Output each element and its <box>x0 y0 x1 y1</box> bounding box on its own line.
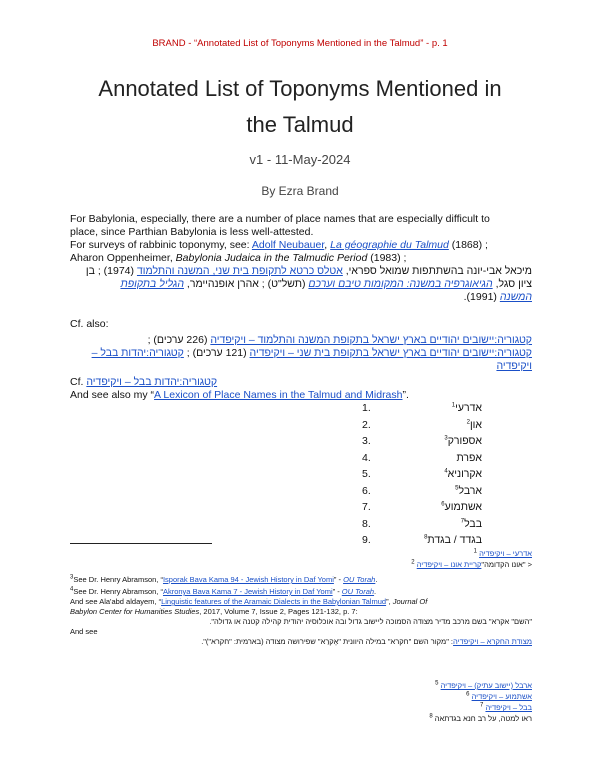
cf-label: Cf. also: <box>70 318 109 330</box>
footnote-3-link[interactable]: Isporak Bava Kama 94 - Jewish History in Daf Yomi <box>162 575 334 584</box>
footnote-3: $^3$See Dr. Henry Abramson, “Isporak Bava Kama 94 - Jewish History in Daf Yomi” - OU Torah. <box>70 574 378 584</box>
footnote-4-hakra: מצודת החקרא – ויקיפדיה: "מקור השם "חקרא" במילה היוונית "אָקרַא" שפירושה מצודה (בארמית: "חקרא")". <box>201 637 532 646</box>
intro-paragraph <box>70 213 532 304</box>
category-babylonian-jewry-link-cont[interactable]: ויקיפדיה <box>496 360 532 372</box>
list-item: אספורק$^3$ 3. <box>362 435 482 447</box>
page-title <box>60 71 540 143</box>
running-head: BRAND - “Annotated List of Toponyms Mentioned in the Talmud” - p. 1 <box>152 38 448 49</box>
segal-geography-link[interactable]: הגיאוגרפיה במשנה: המקומות טיבם וערכם <box>308 278 493 290</box>
cf-line-3 <box>70 360 532 373</box>
footnote-2: < "אונו הקדומה"קריית אונו – ויקיפדיה $^2$ <box>411 559 532 569</box>
footnote-4-source-link[interactable]: OU Torah <box>341 587 375 596</box>
hebrew-survey-line-2: ציון סגל, הגיאוגרפיה במשנה: המקומות טיבם וערכם (תשל"ט) ; אהרן אופנהיימר, הגליל בתקופת <box>120 278 532 290</box>
title-line-2: the Talmud <box>246 112 354 137</box>
category-mishnah-talmud-link[interactable]: קטגוריה:יישובים יהודיים בארץ ישראל בתקופת המשנה והתלמוד – ויקיפדיה <box>210 334 532 346</box>
footnote-4: $^4$See Dr. Henry Abramson, “Akronya Bava Kama 7 - Jewish History in Daf Yomi” - OU Torah. <box>70 586 377 596</box>
list-item: ארבל$^5$ 6. <box>362 484 482 497</box>
list-item: אשתמוע$^6$ 7. <box>362 501 482 513</box>
lexicon-line: And see also my “A Lexicon of Place Names in the Talmud and Midrash”. <box>70 389 409 401</box>
footnotes-hebrew-top <box>300 548 532 570</box>
footnote-3-source-link[interactable]: OU Torah <box>343 575 376 584</box>
footnotes-english <box>70 575 532 647</box>
hebrew-survey-line-1: מיכאל אבי-יונה בהשתתפות שמואל ספראי, אטלס כרטא לתקופת בית שני, המשנה והתלמוד (1974) ; בן <box>85 265 532 277</box>
author-line: By Ezra Brand <box>261 184 339 198</box>
footnote-8: ראו למטה, על רב חנא בגדתאה $^8$ <box>429 713 532 723</box>
surveys-line: For surveys of rabbinic toponymy, see: Adolf Neubauer, La géographie du Talmud (1868) ; <box>70 239 488 251</box>
footnote-separator <box>70 543 212 544</box>
footnote-1: אדרעי – ויקיפדיה $^1$ <box>473 548 532 558</box>
list-item: בבל$^7$ 8. <box>362 517 482 530</box>
footnote-5-link[interactable]: ארבל (יישוב עתיק) – ויקיפדיה <box>440 681 532 690</box>
footnote-4-and-see: And see <box>70 627 98 636</box>
hakra-link[interactable]: מצודת החקרא – ויקיפדיה <box>453 637 532 646</box>
list-item: בגדד / בגדת$^8$ 9. <box>362 534 482 546</box>
footnote-4-cont-2: Babylon Center for Humanities Studies, 2017, Volume 7, Issue 2, Pages 121-132, p. 7: <box>70 607 358 616</box>
toponym-list <box>360 400 520 549</box>
footnote-4-link[interactable]: Akronya Bava Kama 7 - Jewish History in Daf Yomi <box>162 587 333 596</box>
intro-line-2: place, since Parthian Babylonia is less well-attested. <box>70 226 314 238</box>
cf2-link[interactable]: קטגוריה:יהדות בבל – ויקיפדיה <box>86 376 218 388</box>
atlas-carta-link[interactable]: אטלס כרטא לתקופת בית שני, המשנה והתלמוד <box>136 265 343 277</box>
cf-line-1: קטגוריה:יישובים יהודיים בארץ ישראל בתקופת המשנה והתלמוד – ויקיפדיה (226 ערכים) ; <box>147 334 532 346</box>
footnote-4-quote: "השם" אקרא" בשם מרכב מדיר מצודה הסמוכה ליישוב גדול ובה אוכלוסיה יהודית קהילה קטנה או גדולה". <box>209 617 532 626</box>
galilee-link-cont[interactable]: המשנה <box>499 291 532 303</box>
cf2-line: Cf. קטגוריה:יהדות בבל – ויקיפדיה <box>70 376 218 388</box>
footnote-6-link[interactable]: אשתמוע – ויקיפדיה <box>471 692 532 701</box>
lexicon-link[interactable]: A Lexicon of Place Names in the Talmud and Midrash <box>154 389 403 401</box>
footnotes-hebrew-bottom <box>300 680 532 724</box>
footnote-6: אשתמוע – ויקיפדיה $^6$ <box>466 691 532 701</box>
oppenheimer-line: Aharon Oppenheimer, Babylonia Judaica in the Talmudic Period (1983) ; <box>70 252 407 264</box>
footnote-7-link[interactable]: בבל – ויקיפדיה <box>485 703 532 712</box>
aramaic-dialects-link[interactable]: Linguistic features of the Aramaic Dialects in the Babylonian Talmud <box>161 597 387 606</box>
list-item: און$^2$ 2. <box>362 418 482 431</box>
category-babylonian-jewry-link[interactable]: קטגוריה:יהדות בבל – <box>91 347 184 359</box>
hebrew-survey-line-3: המשנה (1991). <box>463 291 532 303</box>
list-item: אדרעי$^1$ 1. <box>362 402 482 414</box>
galilee-link[interactable]: הגליל בתקופת <box>120 278 184 290</box>
footnote-2-link[interactable]: קריית אונו – ויקיפדיה <box>416 560 482 569</box>
footnote-1-link[interactable]: אדרעי – ויקיפדיה <box>479 549 532 558</box>
neubauer-link[interactable]: Adolf Neubauer <box>251 239 325 251</box>
footnote-4-cont: And see Ala'abd aldayem, “Linguistic features of the Aramaic Dialects in the Babylonian Talmud”, Journal Of <box>70 597 428 606</box>
title-line-1: Annotated List of Toponyms Mentioned in <box>98 76 502 101</box>
intro-line-1: For Babylonia, especially, there are a number of place names that are especially difficult to <box>70 213 490 225</box>
category-second-temple-link[interactable]: קטגוריה:יישובים יהודיים בארץ ישראל בתקופת בית שני – ויקיפדיה <box>249 347 532 359</box>
footnote-5: ארבל (יישוב עתיק) – ויקיפדיה $^5$ <box>435 680 532 690</box>
geographie-link[interactable]: La géographie du Talmud <box>330 239 449 251</box>
version-line: v1 - 11-May-2024 <box>249 152 351 167</box>
cf-block <box>70 318 532 402</box>
list-item: אפרת 4. <box>362 451 482 464</box>
list-item: אקרוניא$^4$ 5. <box>362 468 482 480</box>
cf-line-2: קטגוריה:יישובים יהודיים בארץ ישראל בתקופת בית שני – ויקיפדיה (121 ערכים) ; קטגוריה:יהדות בבל – <box>91 347 532 359</box>
footnote-7: בבל – ויקיפדיה $^7$ <box>480 702 532 712</box>
